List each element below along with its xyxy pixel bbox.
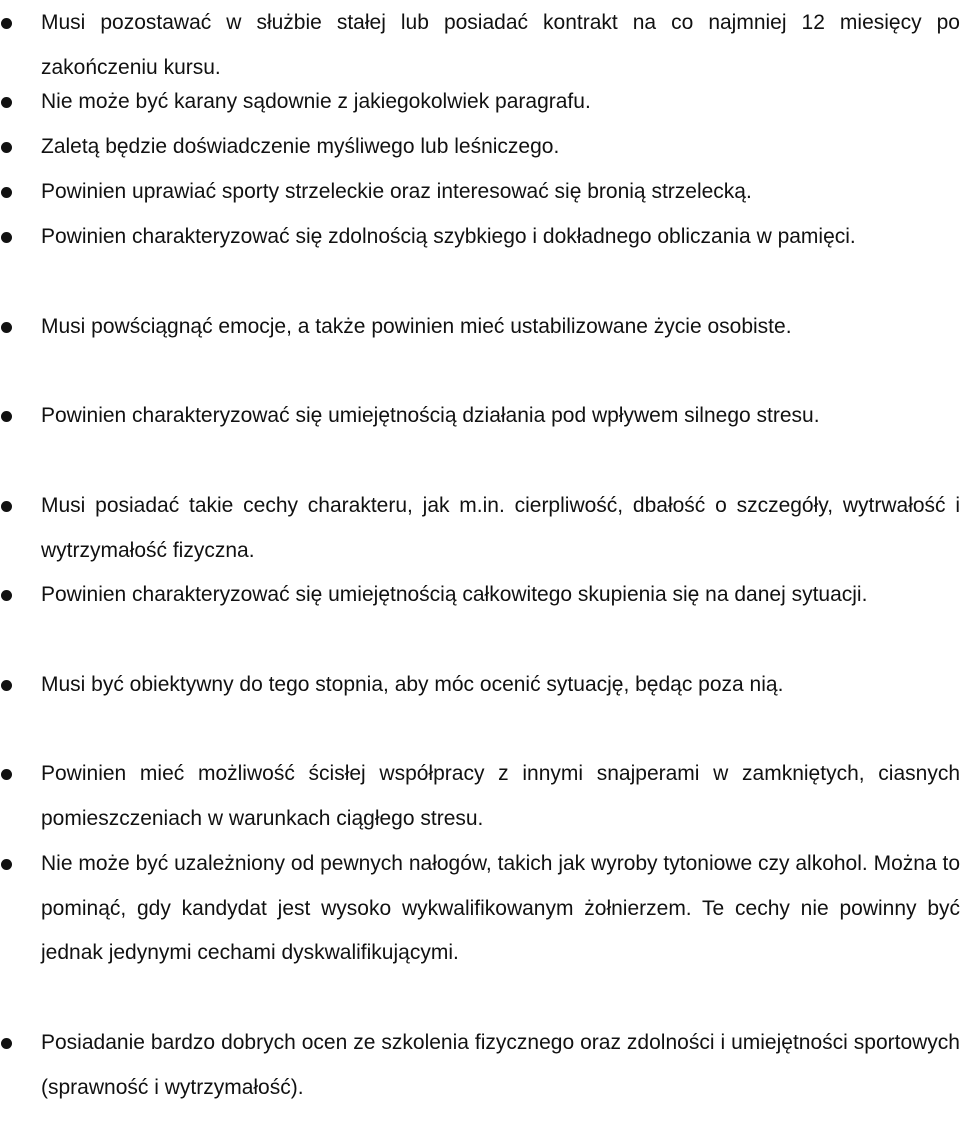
bullet-icon	[1, 680, 12, 691]
list-item-text: Nie może być uzależniony od pewnych nałogów, takich jak wyroby tytoniowe czy alkohol. Można to pominąć, gdy kandydat jest wysoko wykwalifikowanym żołnierzem. Te cechy nie powinny być jednak jedynymi cechami dyskwalifikującymi.	[41, 852, 960, 965]
list-item-text: Posiadanie bardzo dobrych ocen ze szkolenia fizycznego oraz zdolności i umiejętności sportowych (sprawność i wytrzymałość).	[41, 1031, 960, 1099]
bullet-icon	[1, 142, 12, 153]
list-item-text: Powinien charakteryzować się zdolnością szybkiego i dokładnego obliczania w pamięci.	[41, 225, 856, 248]
bullet-icon	[1, 859, 12, 870]
list-item-text: Powinien charakteryzować się umiejętnością działania pod wpływem silnego stresu.	[41, 404, 820, 427]
bullet-icon	[1, 97, 12, 108]
bullet-icon	[1, 411, 12, 422]
list-item-text: Powinien mieć możliwość ścisłej współpracy z innymi snajperami w zamkniętych, ciasnych pomieszczeniach w warunkach ciągłego stresu.	[41, 762, 960, 830]
list-item-text: Musi posiadać takie cechy charakteru, jak m.in. cierpliwość, dbałość o szczegóły, wytrwałość i wytrzymałość fizyczna.	[41, 494, 960, 562]
bullet-icon	[1, 1038, 12, 1049]
bullet-icon	[1, 322, 12, 333]
bullet-icon	[1, 18, 12, 29]
list-item-text: Powinien charakteryzować się umiejętnością całkowitego skupienia się na danej sytuacji.	[41, 583, 868, 606]
bullet-icon	[1, 769, 12, 780]
list-item-text: Musi pozostawać w służbie stałej lub posiadać kontrakt na co najmniej 12 miesięcy po zakończeniu kursu.	[41, 11, 960, 79]
bullet-icon	[1, 232, 12, 243]
list-item-text: Zaletą będzie doświadczenie myśliwego lub leśniczego.	[41, 135, 560, 158]
list-item-text: Powinien uprawiać sporty strzeleckie oraz interesować się bronią strzelecką.	[41, 180, 752, 203]
bullet-icon	[1, 187, 12, 198]
list-item-text: Musi być obiektywny do tego stopnia, aby móc ocenić sytuację, będąc poza nią.	[41, 673, 784, 696]
list-item-text: Musi powściągnąć emocje, a także powinien mieć ustabilizowane życie osobiste.	[41, 315, 792, 338]
list-item-text: Nie może być karany sądownie z jakiegokolwiek paragrafu.	[41, 90, 591, 113]
bullet-icon	[1, 590, 12, 601]
bullet-icon	[1, 501, 12, 512]
